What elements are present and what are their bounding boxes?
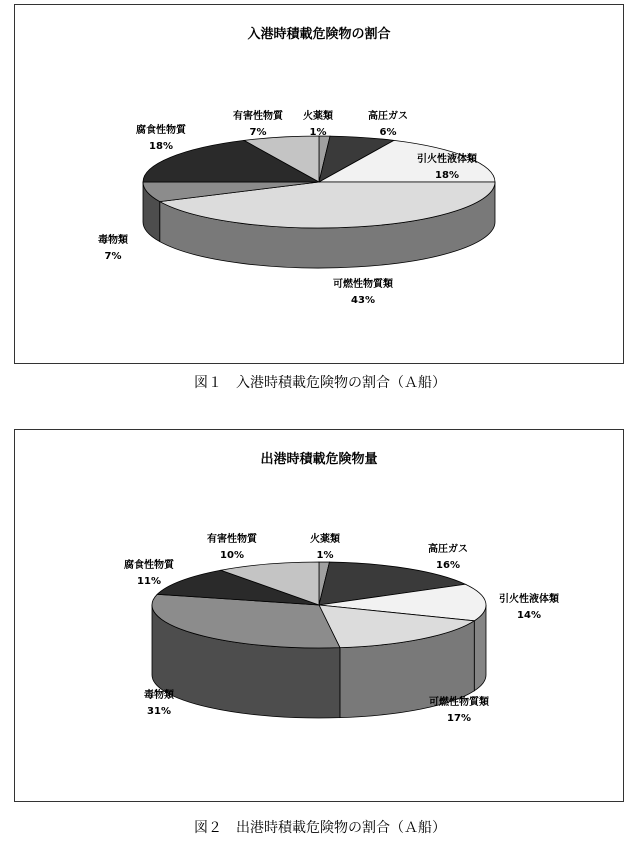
chart-title-1: 入港時積載危険物の割合 [247,27,391,42]
slice-name-label-3: 可燃性物質類 [429,697,489,708]
slice-name-label-4: 毒物類 [98,235,128,246]
figure-caption-1: 図１ 入港時積載危険物の割合（Ａ船） [194,375,446,391]
slice-name-label-6: 有害性物質 [207,534,257,545]
slice-value-label-6: 10% [220,550,244,561]
slice-name-label-0: 火薬類 [303,111,333,122]
slice-name-label-2: 引火性液体類 [499,594,559,605]
chart-title-2: 出港時積載危険物量 [260,452,378,467]
figure-caption-2: 図２ 出港時積載危険物の割合（Ａ船） [194,820,446,836]
slice-name-label-2: 引火性液体類 [417,154,477,165]
slice-value-label-0: 1% [309,127,327,138]
slice-name-label-1: 高圧ガス [368,111,408,122]
slice-name-label-5: 腐食性物質 [136,125,186,136]
slice-value-label-2: 14% [517,610,541,621]
chart-panel-2 [14,429,624,802]
slice-value-label-1: 6% [379,127,397,138]
chart-panel-1 [14,4,624,364]
slice-name-label-5: 腐食性物質 [124,560,174,571]
slice-value-label-3: 43% [351,295,375,306]
slice-name-label-4: 毒物類 [144,690,174,701]
slice-name-label-6: 有害性物質 [233,111,283,122]
slice-value-label-4: 7% [104,251,122,262]
slice-value-label-5: 11% [137,576,161,587]
slice-value-label-3: 17% [447,713,471,724]
slice-name-label-3: 可燃性物質類 [333,279,393,290]
slice-value-label-0: 1% [316,550,334,561]
slice-value-label-5: 18% [149,141,173,152]
pie-chart-2 [15,430,623,801]
slice-value-label-2: 18% [435,170,459,181]
pie-chart-1 [15,5,623,363]
slice-value-label-1: 16% [436,560,460,571]
slice-name-label-1: 高圧ガス [428,544,468,555]
slice-value-label-6: 7% [249,127,267,138]
slice-value-label-4: 31% [147,706,171,717]
slice-name-label-0: 火薬類 [310,534,340,545]
